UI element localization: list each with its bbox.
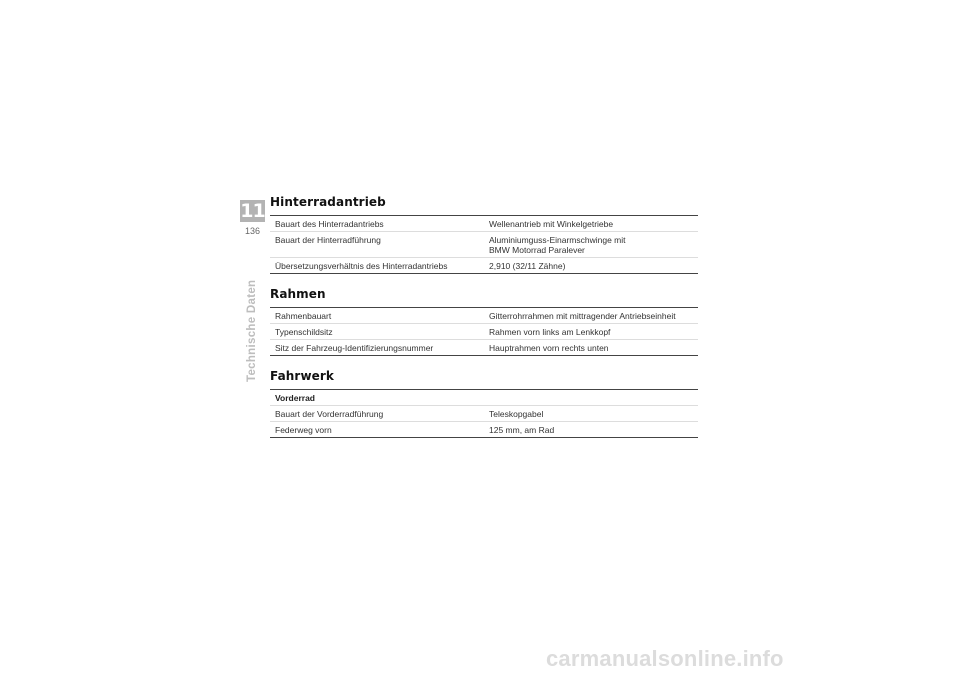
table-row — [270, 405, 698, 421]
section-heading: Hinterradantrieb — [270, 195, 386, 209]
spec-key: Bauart des Hinterradantriebs — [275, 219, 384, 229]
spec-key: Federweg vorn — [275, 425, 332, 435]
spec-key: Rahmenbauart — [275, 311, 332, 321]
page-number: 136 — [244, 226, 261, 236]
table-subheading: Vorderrad — [275, 393, 315, 403]
table-row — [270, 231, 698, 257]
table-row — [270, 216, 698, 231]
spec-table — [270, 215, 698, 274]
table-row — [270, 421, 698, 437]
spec-key: Bauart der Vorderradführung — [275, 409, 384, 419]
spec-table — [270, 307, 698, 356]
table-subheading-row — [270, 390, 698, 405]
table-row — [270, 257, 698, 273]
spec-key: Bauart der Hinterradführung — [275, 235, 381, 245]
section-heading: Fahrwerk — [270, 369, 334, 383]
chapter-number-badge: 11 — [240, 200, 265, 222]
chapter-title-vertical: Technische Daten — [246, 279, 258, 382]
spec-value: Rahmen vorn links am Lenkkopf — [489, 327, 611, 337]
spec-key: Übersetzungsverhältnis des Hinterradantriebs — [275, 261, 448, 271]
spec-key: Typenschildsitz — [275, 327, 333, 337]
spec-value: Wellenantrieb mit Winkelgetriebe — [489, 219, 614, 229]
section-hinterradantrieb — [270, 195, 698, 274]
section-rahmen — [270, 287, 698, 356]
table-row — [270, 308, 698, 323]
section-fahrwerk — [270, 369, 698, 438]
spec-value: 125 mm, am Rad — [489, 425, 555, 435]
watermark-link[interactable]: carmanualsonline.info — [546, 646, 784, 671]
spec-value: Teleskopgabel — [489, 409, 544, 419]
spec-table — [270, 389, 698, 438]
spec-key: Sitz der Fahrzeug-Identifizierungsnummer — [275, 343, 434, 353]
table-row — [270, 323, 698, 339]
table-row — [270, 339, 698, 355]
spec-content — [270, 195, 698, 451]
spec-value: Gitterrohrrahmen mit mittragender Antriebseinheit — [489, 311, 676, 321]
spec-value: Hauptrahmen vorn rechts unten — [489, 343, 609, 353]
spec-value: Aluminiumguss-Einarmschwinge mit BMW Motorrad Paralever — [489, 235, 626, 255]
section-heading: Rahmen — [270, 287, 326, 301]
spec-value: 2,910 (32/11 Zähne) — [489, 261, 566, 271]
